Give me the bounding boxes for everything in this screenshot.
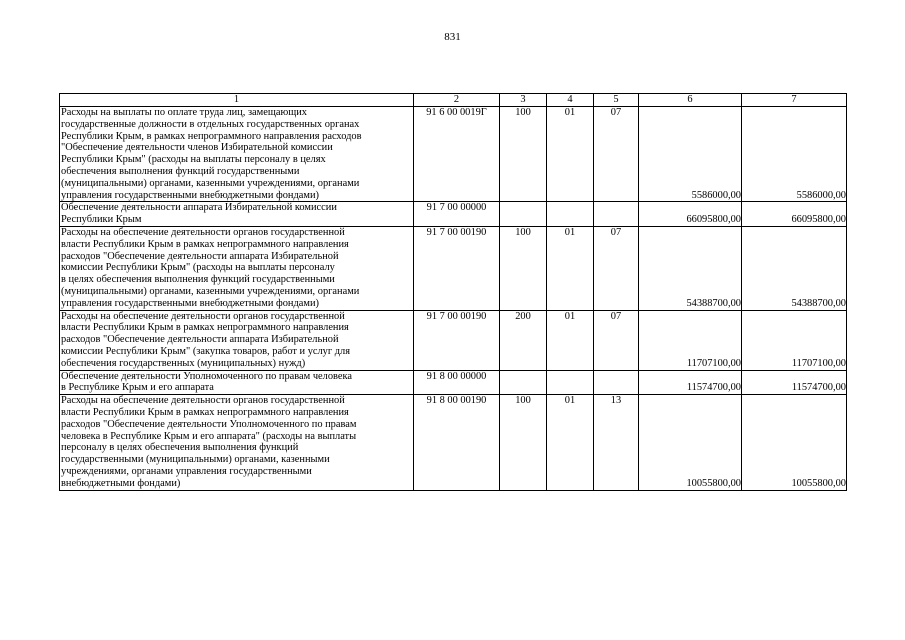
header-cell: 1 (60, 94, 414, 107)
row-description: Расходы на обеспечение деятельности органов государственной власти Республики Крым в рамках непрограммного направления расходов "Обеспечение деятельности Уполномоченного по правам человека в Республике Крым и его аппарата" (расходы на выплаты персоналу в целях обеспечения выполнения функций государственными (муниципальными) органами, казенными учреждениями, органами управления государственными внебюджетными фондами) (60, 395, 414, 490)
row-code: 91 7 00 00190 (414, 310, 500, 370)
row-amount-1: 11707100,00 (639, 310, 742, 370)
header-cell: 2 (414, 94, 500, 107)
row-subsection: 07 (594, 310, 639, 370)
row-code: 91 8 00 00000 (414, 370, 500, 395)
row-amount-2: 66095800,00 (742, 202, 847, 227)
row-description: Расходы на выплаты по оплате труда лиц, замещающих государственные должности в отдельных государственных органах Республики Крым, в рамках непрограммного направления расходов "Обеспечение деятельности членов Избирательной комиссии Республики Крым" (расходы на выплаты персоналу в целях обеспечения выполнения функций государственными (муниципальными) органами, казенными учреждениями, органами управления государственными внебюджетными фондами) (60, 107, 414, 202)
table-row (60, 310, 847, 370)
row-amount-2: 11707100,00 (742, 310, 847, 370)
row-section: 01 (547, 310, 594, 370)
header-cell: 4 (547, 94, 594, 107)
row-expense-type: 200 (500, 310, 547, 370)
row-amount-2: 11574700,00 (742, 370, 847, 395)
page-number: 831 (444, 31, 461, 43)
row-expense-type: 100 (500, 226, 547, 310)
table-row (60, 370, 847, 395)
header-cell: 6 (639, 94, 742, 107)
row-subsection: 07 (594, 107, 639, 202)
row-subsection (594, 370, 639, 395)
row-description: Расходы на обеспечение деятельности органов государственной власти Республики Крым в рамках непрограммного направления расходов "Обеспечение деятельности аппарата Избирательной комиссии Республики Крым" (закупка товаров, работ и услуг для обеспечения государственных (муниципальных) нужд) (60, 310, 414, 370)
row-code: 91 7 00 00000 (414, 202, 500, 227)
row-section: 01 (547, 226, 594, 310)
row-expense-type: 100 (500, 107, 547, 202)
header-cell: 3 (500, 94, 547, 107)
budget-table (59, 93, 847, 491)
row-code: 91 6 00 0019Г (414, 107, 500, 202)
row-code: 91 8 00 00190 (414, 395, 500, 490)
row-amount-1: 5586000,00 (639, 107, 742, 202)
row-section (547, 370, 594, 395)
row-code: 91 7 00 00190 (414, 226, 500, 310)
row-amount-1: 66095800,00 (639, 202, 742, 227)
row-amount-2: 54388700,00 (742, 226, 847, 310)
header-row (60, 94, 847, 107)
header-cell: 7 (742, 94, 847, 107)
row-description: Обеспечение деятельности Уполномоченного по правам человека в Республике Крым и его аппарата (60, 370, 414, 395)
row-expense-type: 100 (500, 395, 547, 490)
table-row (60, 107, 847, 202)
row-description: Расходы на обеспечение деятельности органов государственной власти Республики Крым в рамках непрограммного направления расходов "Обеспечение деятельности аппарата Избирательной комиссии Республики Крым" (расходы на выплаты персоналу в целях обеспечения выполнения функций государственными (муниципальными) органами, казенными учреждениями, органами управления государственными внебюджетными фондами) (60, 226, 414, 310)
row-subsection: 13 (594, 395, 639, 490)
row-section: 01 (547, 395, 594, 490)
row-description: Обеспечение деятельности аппарата Избирательной комиссии Республики Крым (60, 202, 414, 227)
row-amount-1: 11574700,00 (639, 370, 742, 395)
row-subsection: 07 (594, 226, 639, 310)
table-row (60, 395, 847, 490)
row-amount-1: 10055800,00 (639, 395, 742, 490)
row-amount-2: 5586000,00 (742, 107, 847, 202)
header-cell: 5 (594, 94, 639, 107)
row-subsection (594, 202, 639, 227)
row-section: 01 (547, 107, 594, 202)
row-section (547, 202, 594, 227)
table-row (60, 202, 847, 227)
row-amount-1: 54388700,00 (639, 226, 742, 310)
row-amount-2: 10055800,00 (742, 395, 847, 490)
row-expense-type (500, 202, 547, 227)
row-expense-type (500, 370, 547, 395)
table-row (60, 226, 847, 310)
